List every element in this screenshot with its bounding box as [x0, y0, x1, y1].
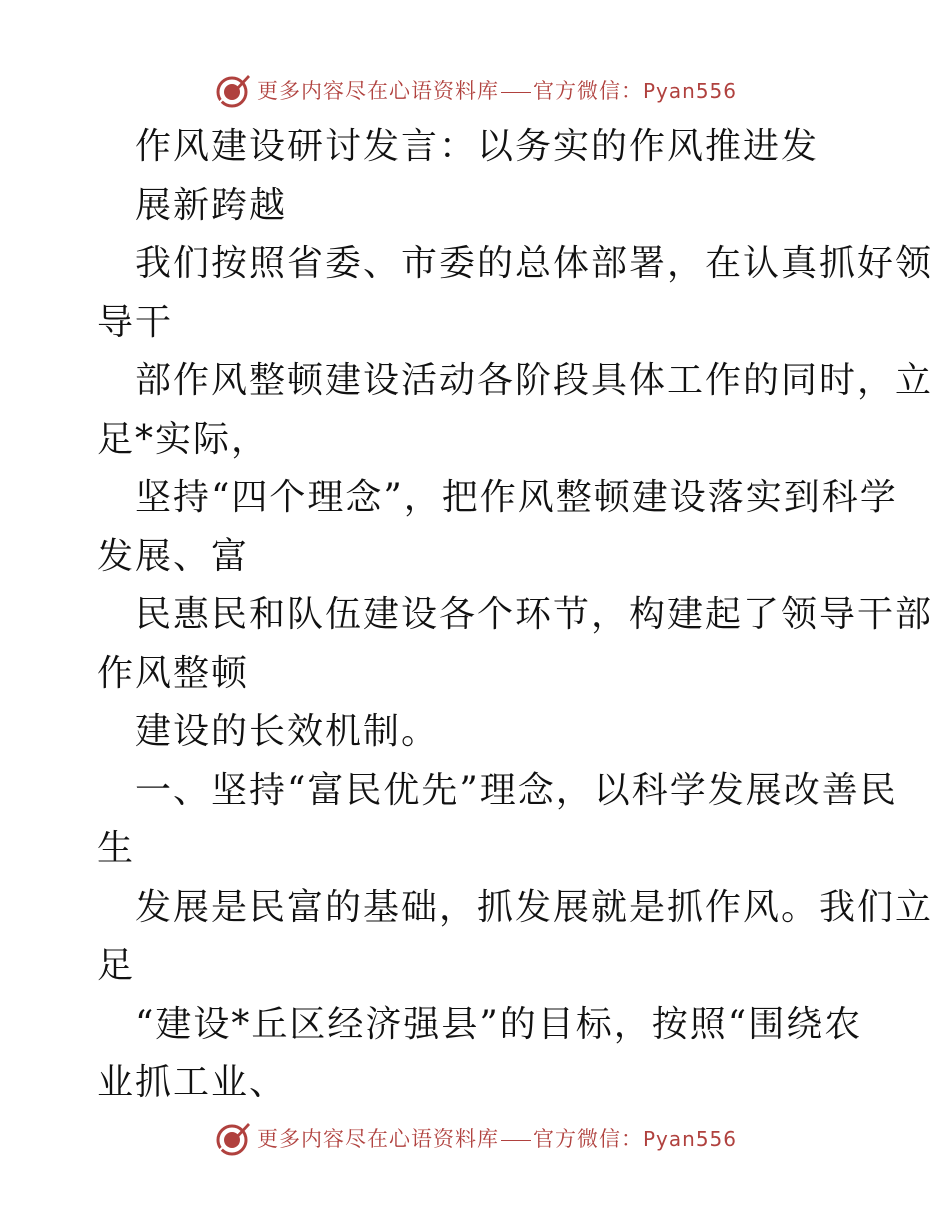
- doc-line: 作风整顿: [97, 652, 250, 694]
- document-body: [97, 118, 934, 1113]
- doc-line: 业抓工业、: [97, 1062, 288, 1103]
- doc-line: 足*实际，: [97, 418, 270, 460]
- watermark-wechat-id: Pyan556: [642, 79, 737, 103]
- watermark-footer: [0, 1118, 950, 1158]
- doc-line: 部作风整顿建设活动各阶段具体工作的同时，立: [135, 360, 934, 401]
- doc-line: 足: [97, 945, 136, 986]
- section-heading-line: 生: [97, 828, 136, 869]
- watermark-suffix-text: 官方微信：: [532, 1127, 643, 1151]
- doc-title-line-1: 作风建设研讨发言：以务实的作风推进发: [135, 126, 820, 167]
- doc-line: 我们按照省委、市委的总体部署，在认真抓好领: [135, 243, 934, 284]
- doc-line: 坚持“四个理念”，把作风整顿建设落实到科学: [135, 477, 898, 518]
- section-heading-line: 一、坚持“富民优先”理念，以科学发展改善民: [135, 769, 898, 811]
- doc-title-line-2: 展新跨越: [135, 184, 288, 226]
- doc-line: 导干: [97, 301, 174, 343]
- doc-line: 民惠民和队伍建设各个环节，构建起了领导干部: [135, 594, 934, 635]
- watermark-dash: [501, 1140, 531, 1141]
- pen-logo-icon: [213, 1119, 251, 1157]
- watermark-header: [0, 70, 950, 110]
- doc-line: “建设*丘区经济强县”的目标，按照“围绕农: [135, 1003, 863, 1045]
- doc-line: 发展、富: [97, 535, 250, 577]
- watermark-site-text: 更多内容尽在心语资料库: [256, 1127, 499, 1151]
- doc-line: 发展是民富的基础，抓发展就是抓作风。我们立: [135, 886, 934, 928]
- watermark-site-text: 更多内容尽在心语资料库: [256, 79, 499, 103]
- watermark-wechat-id: Pyan556: [642, 1127, 737, 1151]
- watermark-suffix-text: 官方微信：: [532, 79, 643, 103]
- doc-line: 建设的长效机制。: [135, 711, 440, 752]
- watermark-dash: [501, 92, 531, 93]
- pen-logo-icon: [213, 71, 251, 109]
